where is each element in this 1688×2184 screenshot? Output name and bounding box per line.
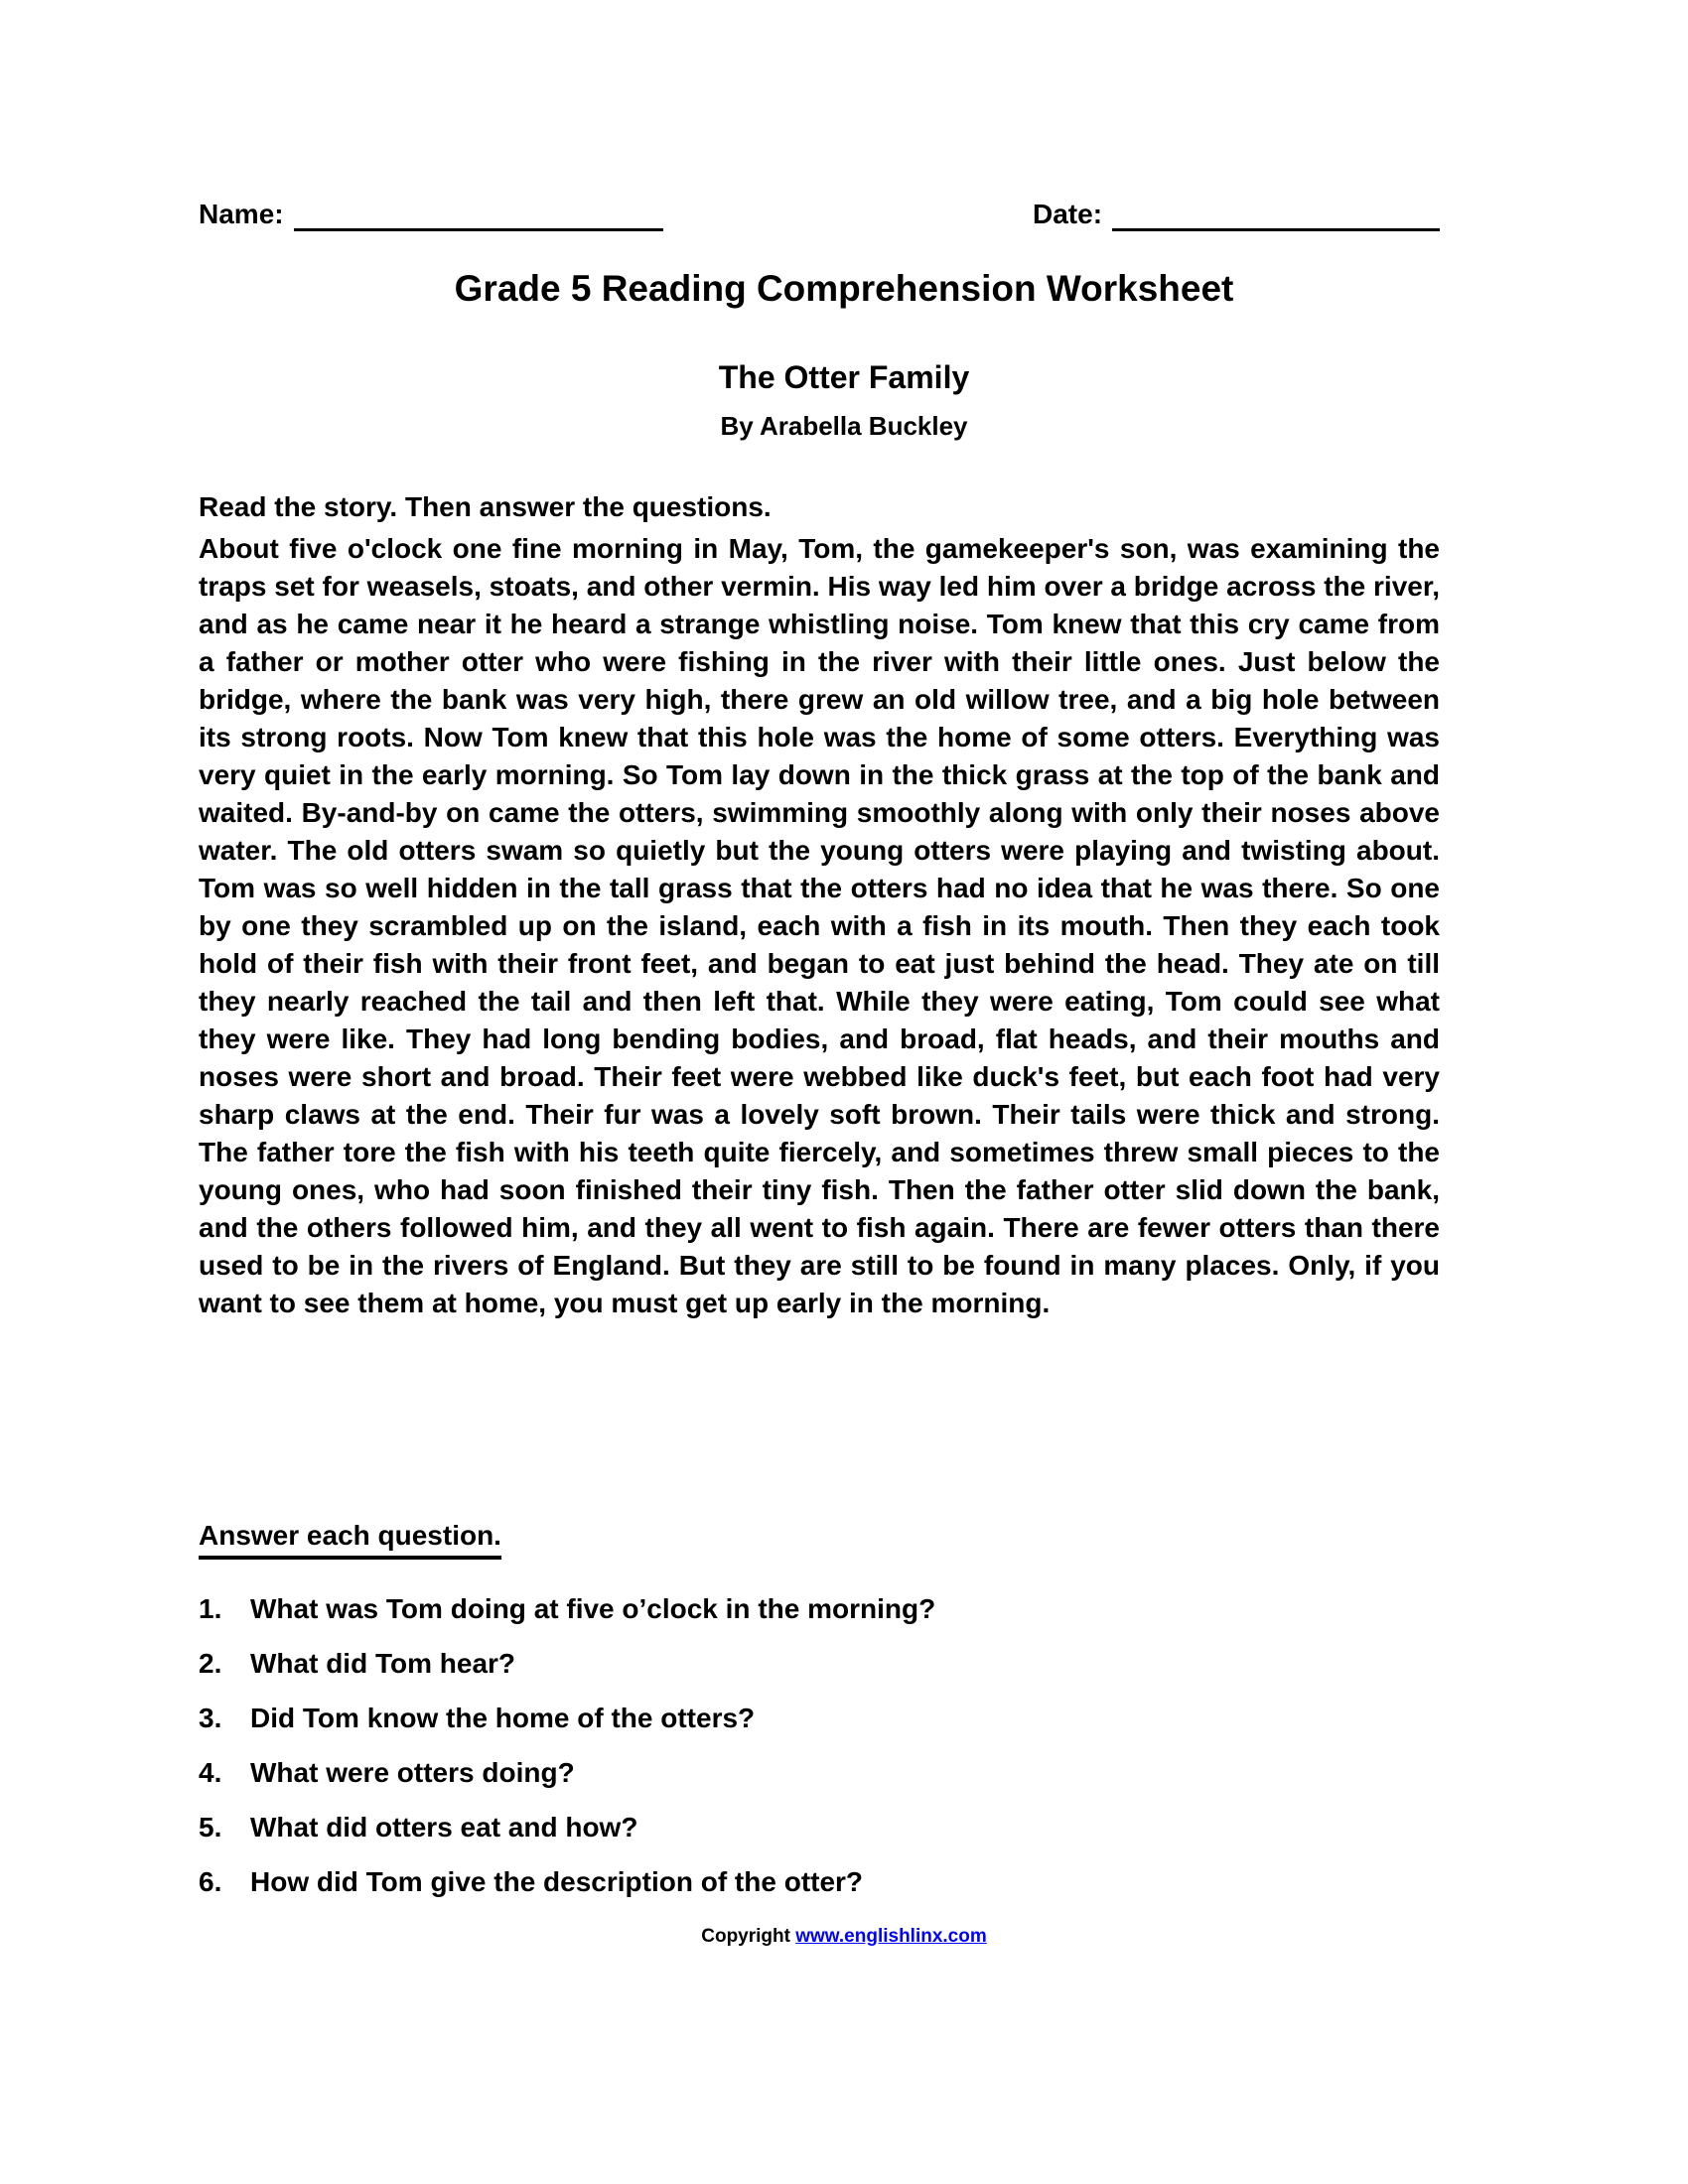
question-text: What was Tom doing at five o’clock in the morning? [250, 1593, 936, 1624]
name-label: Name: [199, 199, 284, 229]
question-text: What did otters eat and how? [250, 1812, 638, 1843]
footer-copyright [0, 1924, 1688, 1950]
name-blank-line [294, 195, 663, 231]
question-item [199, 1590, 1489, 1628]
story-title: The Otter Family [718, 359, 970, 395]
copyright-label: Copyright [701, 1926, 790, 1947]
question-item [199, 1863, 1489, 1901]
question-number: 4. [199, 1757, 222, 1788]
author-byline: By Arabella Buckley [720, 411, 968, 441]
question-text: Did Tom know the home of the otters? [250, 1703, 756, 1733]
worksheet-title: Grade 5 Reading Comprehension Worksheet [454, 268, 1234, 309]
questions-header: Answer each question. [199, 1517, 501, 1560]
question-item [199, 1700, 1489, 1737]
question-number: 6. [199, 1866, 222, 1897]
instructions-text: Read the story. Then answer the questions. [199, 491, 772, 522]
question-number: 5. [199, 1812, 222, 1843]
name-field-row [199, 195, 663, 231]
question-number: 3. [199, 1703, 222, 1733]
story-paragraph: About five o'clock one fine morning in May, Tom, the gamekeeper's son, was examining the traps set for weasels, stoats, and other vermin. His way led him over a bridge across the river, and as he came near it he heard a strange whistling noise. Tom knew that this cry came from a father or mother otter who were fishing in the river with their little ones. Just below the bridge, where the bank was very high, there grew an old willow tree, and a big hole between its strong roots. Now Tom knew that this hole was the home of some otters. Everything was very quiet in the early morning. So Tom lay down in the thick grass at the top of the bank and waited. By-and-by on came the otters, swimming smoothly along with only their noses above water. The old otters swam so quietly but the young otters were playing and twisting about. Tom was so well hidden in the tall grass that the otters had no idea that he was there. So one by one they scrambled up on the island, each with a fish in its mouth. Then they each took hold of their fish with their front feet, and began to eat just behind the head. They ate on till they nearly reached the tail and then left that. While they were eating, Tom could see what they were like. They had long bending bodies, and broad, flat heads, and their mouths and noses were short and broad. Their feet were webbed like duck's feet, but each foot had very sharp claws at the end. Their fur was a lovely soft brown. Their tails were thick and strong. The father tore the fish with his teeth quite fiercely, and sometimes threw small pieces to the young ones, who had soon finished their tiny fish. Then the father otter slid down the bank, and the others followed him, and they all went to fish again. There are fewer otters than there used to be in the rivers of England. But they are still to be found in many places. Only, if you want to see them at home, you must get up early in the morning. [199, 533, 1440, 1318]
date-blank-line [1112, 195, 1440, 231]
question-text: What did Tom hear? [250, 1648, 516, 1679]
date-label: Date: [1033, 199, 1103, 229]
copyright-link[interactable]: www.englishlinx.com [795, 1926, 987, 1947]
question-number: 1. [199, 1593, 222, 1624]
questions-list [199, 1590, 1489, 1918]
question-text: How did Tom give the description of the otter? [250, 1866, 864, 1897]
date-field-row [1033, 195, 1440, 231]
question-item [199, 1809, 1489, 1846]
question-item [199, 1645, 1489, 1683]
question-text: What were otters doing? [250, 1757, 575, 1788]
question-item [199, 1754, 1489, 1792]
question-number: 2. [199, 1648, 222, 1679]
